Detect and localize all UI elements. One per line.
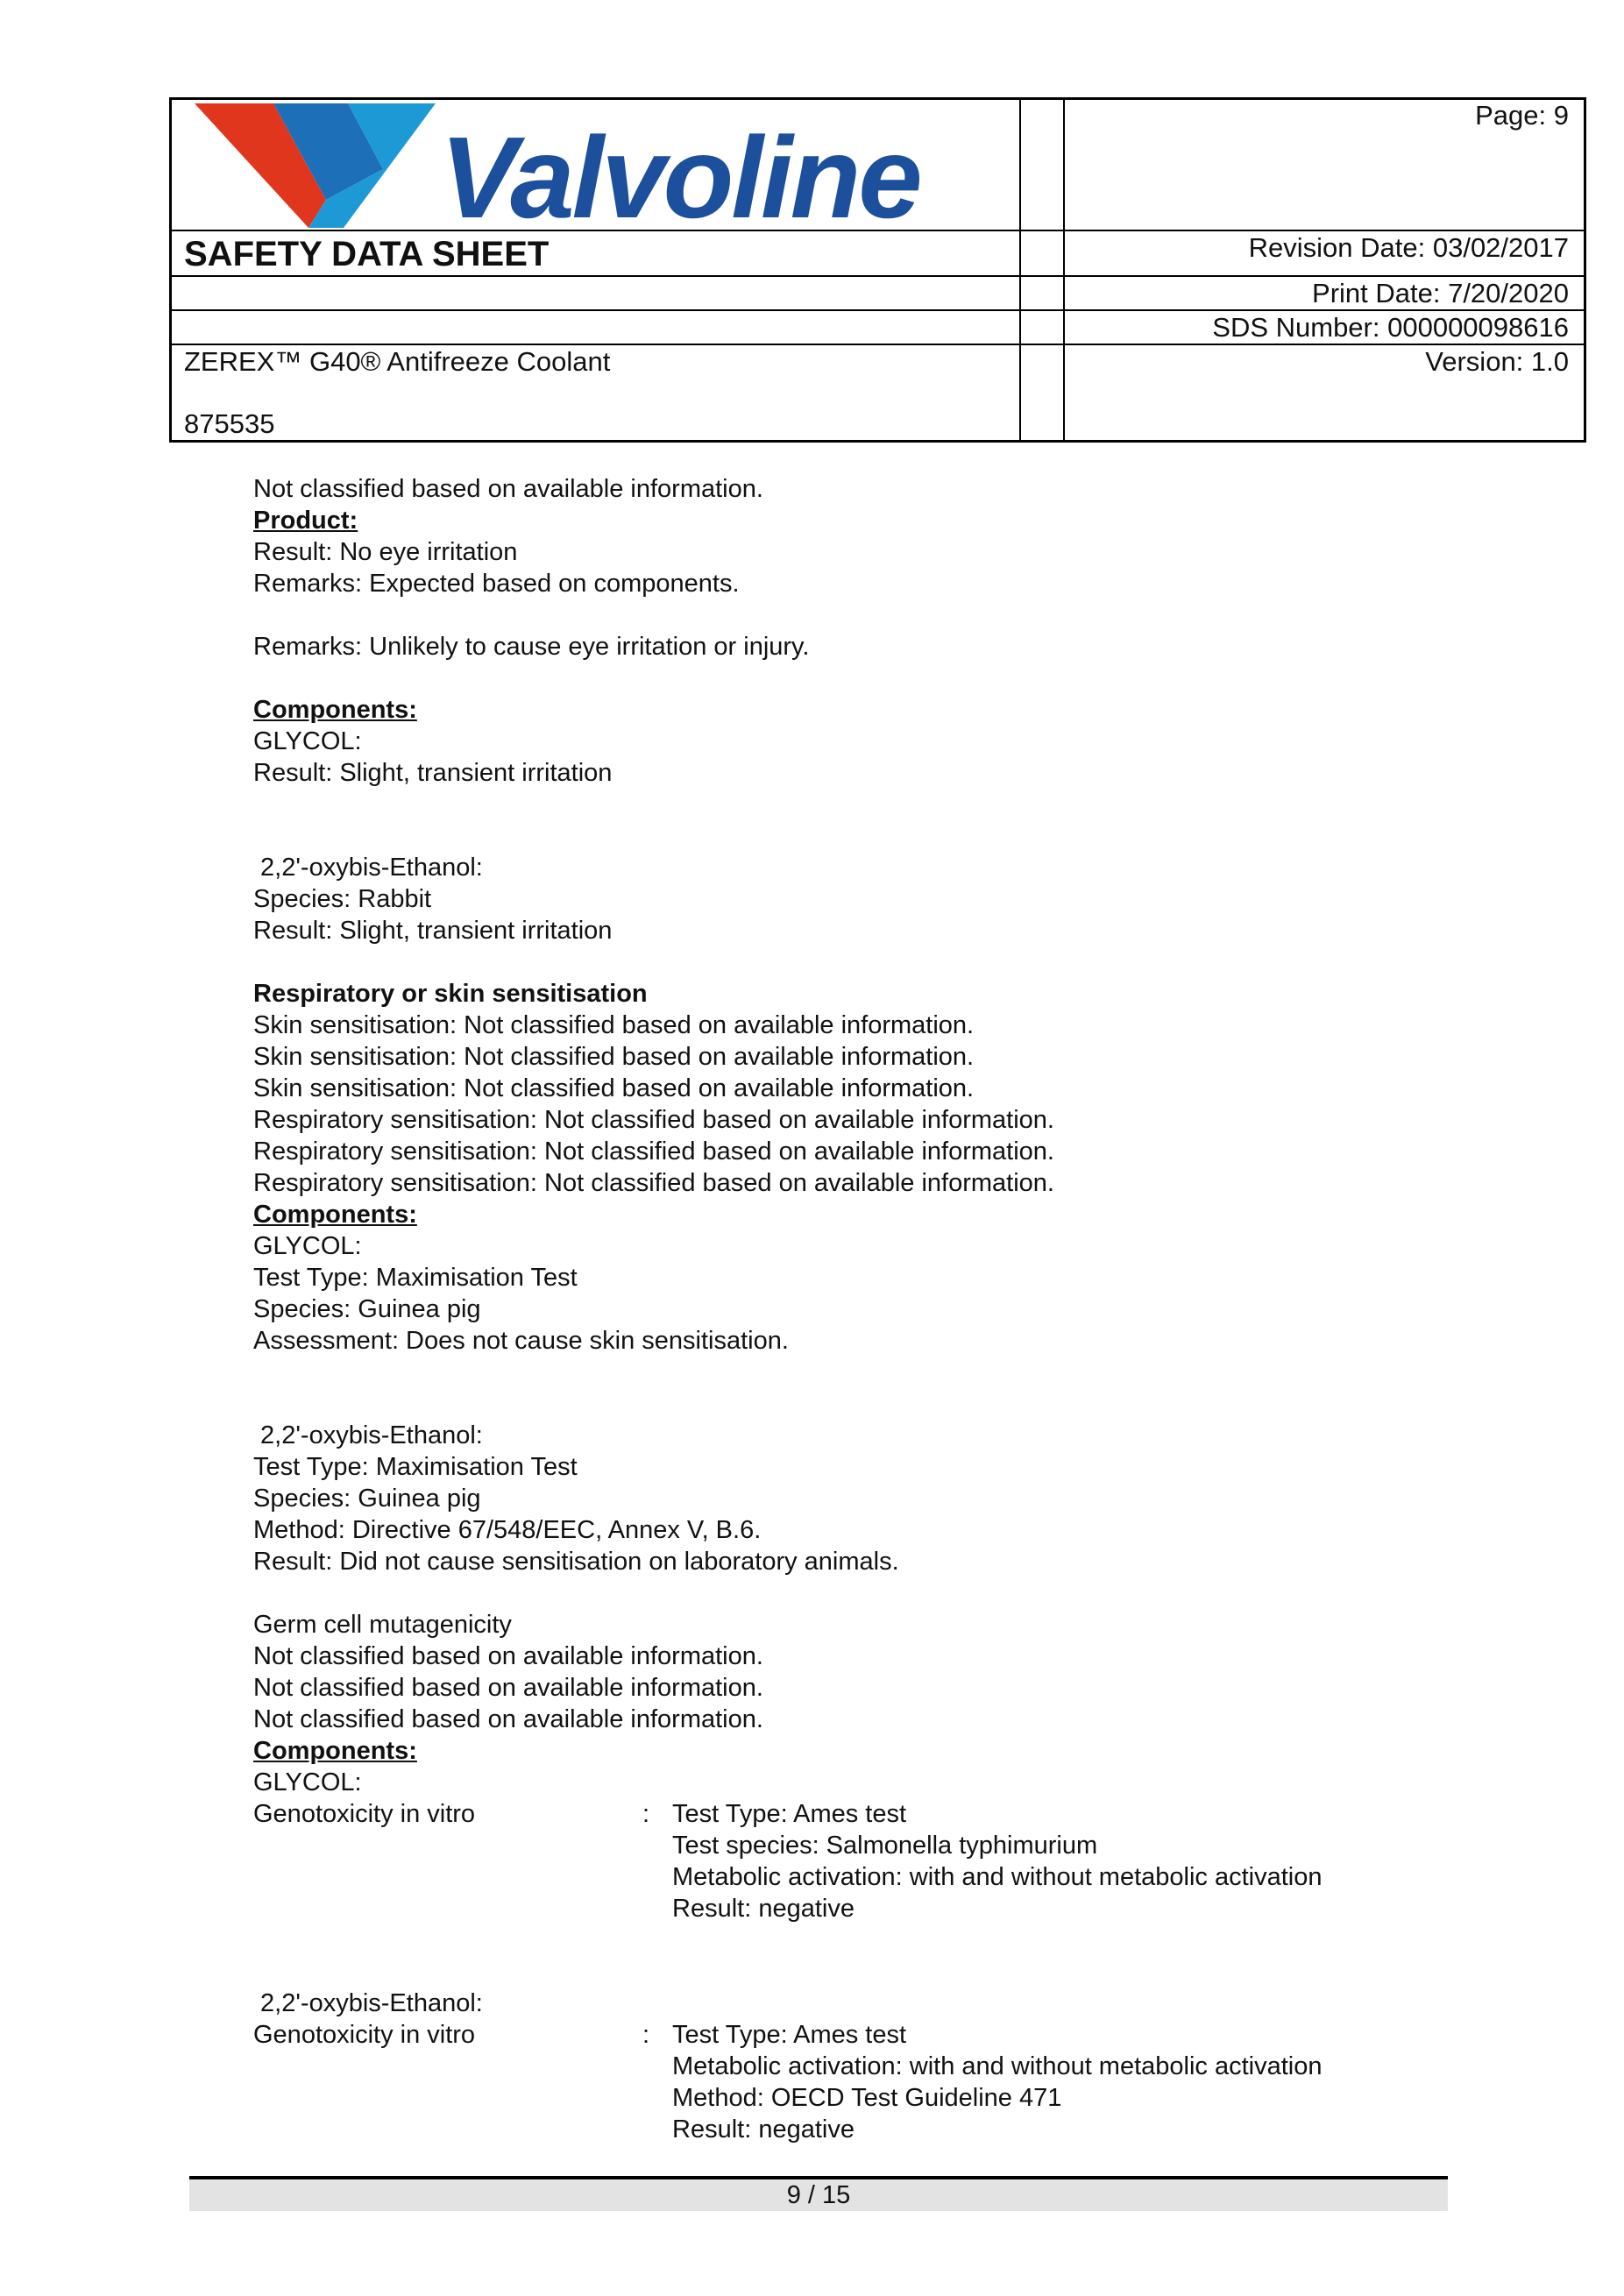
text-line: Species: Rabbit <box>253 885 432 913</box>
text-line: Remarks: Expected based on components. <box>253 570 740 598</box>
text-line: Skin sensitisation: Not classified based on available information. <box>253 1043 975 1071</box>
text-line: Not classified based on available information. <box>253 475 763 503</box>
text-line: Result: Slight, transient irritation <box>253 759 613 787</box>
brand-wordmark: Valvoline <box>440 113 920 242</box>
doc-title: SAFETY DATA SHEET <box>184 235 550 273</box>
text-line: Method: Directive 67/548/EEC, Annex V, B.6. <box>253 1516 762 1544</box>
property-colon: : <box>642 1800 650 1828</box>
property-label: Genotoxicity in vitro <box>253 2021 476 2049</box>
component-name: GLYCOL: <box>253 1768 362 1796</box>
property-value: Metabolic activation: with and without metabolic activation <box>672 2052 1323 2080</box>
text-line: Species: Guinea pig <box>253 1295 481 1323</box>
footer-bar <box>189 2179 1448 2211</box>
property-label: Genotoxicity in vitro <box>253 1800 476 1828</box>
page-count: 9 / 15 <box>786 2181 851 2209</box>
text-line: Not classified based on available information. <box>253 1642 763 1670</box>
revision-date: Revision Date: 03/02/2017 <box>1248 232 1569 263</box>
component-name: GLYCOL: <box>253 1232 362 1260</box>
property-value: Metabolic activation: with and without metabolic activation <box>672 1863 1323 1891</box>
component-name: 2,2'-oxybis-Ethanol: <box>253 854 483 882</box>
page-label: Page: 9 <box>1475 100 1569 131</box>
text-line: Result: Slight, transient irritation <box>253 917 613 945</box>
text-line: Test Type: Maximisation Test <box>253 1264 578 1292</box>
print-date: Print Date: 7/20/2020 <box>1312 278 1569 308</box>
valvoline-logo <box>195 103 1010 242</box>
version: Version: 1.0 <box>1425 346 1569 377</box>
component-name: 2,2'-oxybis-Ethanol: <box>253 1421 483 1449</box>
product-code: 875535 <box>184 408 275 439</box>
product-name: ZEREX™ G40® Antifreeze Coolant <box>184 346 611 377</box>
text-line: Not classified based on available information. <box>253 1705 763 1733</box>
text-line: Assessment: Does not cause skin sensitisation. <box>253 1327 789 1355</box>
property-value: Test Type: Ames test <box>672 1800 907 1828</box>
text-line: Species: Guinea pig <box>253 1485 481 1513</box>
text-line: Result: Did not cause sensitisation on laboratory animals. <box>253 1548 899 1576</box>
property-value: Test species: Salmonella typhimurium <box>672 1832 1098 1860</box>
text-line: Skin sensitisation: Not classified based on available information. <box>253 1074 975 1102</box>
section-heading: Components: <box>253 696 417 724</box>
property-colon: : <box>642 2021 650 2049</box>
text-line: Respiratory sensitisation: Not classified based on available information. <box>253 1106 1054 1134</box>
property-value: Test Type: Ames test <box>672 2021 907 2049</box>
sds-number: SDS Number: 000000098616 <box>1212 312 1569 343</box>
section-heading: Components: <box>253 1737 417 1765</box>
text-line: Result: No eye irritation <box>253 538 518 566</box>
component-name: GLYCOL: <box>253 727 362 755</box>
property-value: Result: negative <box>672 1895 855 1923</box>
text-line: Test Type: Maximisation Test <box>253 1453 578 1481</box>
text-line: Remarks: Unlikely to cause eye irritation or injury. <box>253 633 810 661</box>
subsection-heading: Respiratory or skin sensitisation <box>253 980 648 1008</box>
text-line: Respiratory sensitisation: Not classified based on available information. <box>253 1169 1054 1197</box>
text-line: Not classified based on available information. <box>253 1674 763 1702</box>
section-heading: Components: <box>253 1201 417 1229</box>
property-value: Result: negative <box>672 2115 855 2144</box>
text-line: Skin sensitisation: Not classified based on available information. <box>253 1011 975 1039</box>
property-value: Method: OECD Test Guideline 471 <box>672 2084 1062 2112</box>
text-line: Respiratory sensitisation: Not classified based on available information. <box>253 1137 1054 1166</box>
component-name: 2,2'-oxybis-Ethanol: <box>253 1989 483 2017</box>
subsection-heading: Germ cell mutagenicity <box>253 1611 512 1639</box>
section-heading: Product: <box>253 507 358 535</box>
